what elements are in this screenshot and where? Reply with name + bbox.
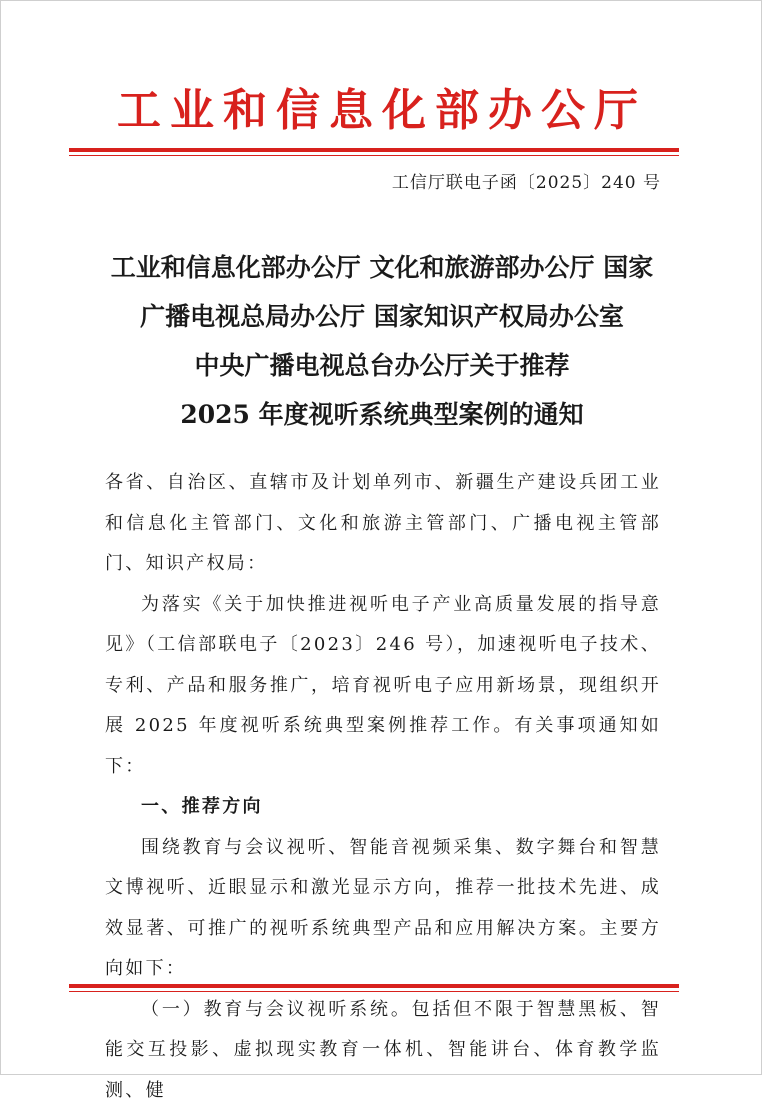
document-number: 工信厅联电子函〔2025〕240 号 <box>392 171 661 195</box>
section-heading: 一、推荐方向 <box>105 787 661 828</box>
title-line-3: 中央广播电视总台办公厅关于推荐 <box>91 341 673 390</box>
direction-paragraph: 围绕教育与会议视听、智能音视频采集、数字舞台和智慧文博视听、近眼显示和激光显示方向，推荐一批技术先进、成效显著、可推广的视听系统典型产品和应用解决方案。主要方向如下： <box>105 828 661 990</box>
addressee-paragraph: 各省、自治区、直辖市及计划单列市、新疆生产建设兵团工业和信息化主管部门、文化和旅游主管部门、广播电视主管部门、知识产权局： <box>105 463 661 585</box>
title-line-4: 2025 年度视听系统典型案例的通知 <box>91 390 673 439</box>
red-rule-bottom-thick <box>69 984 679 988</box>
intro-paragraph: 为落实《关于加快推进视听电子产业高质量发展的指导意见》（工信部联电子〔2023〕246 号），加速视听电子技术、专利、产品和服务推广，培育视听电子应用新场景，现组织开展 2025 年度视听系统典型案例推荐工作。有关事项通知如下： <box>105 585 661 788</box>
red-rule-bottom-thin <box>69 991 679 992</box>
item-one-paragraph: （一）教育与会议视听系统。包括但不限于智慧黑板、智能交互投影、虚拟现实教育一体机、智能讲台、体育教学监测、健 <box>105 990 661 1111</box>
letterhead-title: 工业和信息化部办公厅 <box>1 81 762 141</box>
red-rule-top-thick <box>69 148 679 152</box>
notice-body <box>105 463 661 1111</box>
red-rule-top-thin <box>69 155 679 156</box>
title-line-2: 广播电视总局办公厅 国家知识产权局办公室 <box>91 292 673 341</box>
title-line-1: 工业和信息化部办公厅 文化和旅游部办公厅 国家 <box>91 243 673 292</box>
notice-title <box>91 243 673 439</box>
